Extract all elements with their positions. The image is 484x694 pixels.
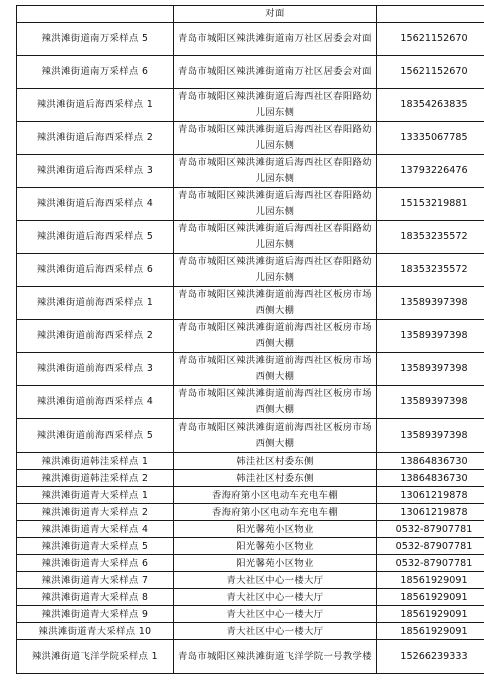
cell-name: 辣洪滩街道后海西采样点 2 — [17, 122, 174, 155]
table-row — [17, 188, 484, 221]
cell-phone: 18353235572 — [377, 254, 484, 287]
table-row — [17, 254, 484, 287]
table-row — [17, 623, 484, 640]
table-row — [17, 155, 484, 188]
table-row — [17, 6, 484, 23]
cell-name: 辣洪滩街道后海西采样点 1 — [17, 89, 174, 122]
cell-name: 辣洪滩街道前海西采样点 2 — [17, 320, 174, 353]
cell-name: 辣洪滩街道后海西采样点 3 — [17, 155, 174, 188]
table-row — [17, 23, 484, 56]
cell-name: 辣洪滩街道飞洋学院采样点 1 — [17, 640, 174, 674]
cell-name: 辣洪滩街道前海西采样点 3 — [17, 353, 174, 386]
cell-phone: 13589397398 — [377, 320, 484, 353]
table-row — [17, 419, 484, 453]
table-row — [17, 572, 484, 589]
cell-name: 辣洪滩街道青大采样点 1 — [17, 487, 174, 504]
table-row — [17, 353, 484, 386]
table-row — [17, 470, 484, 487]
cell-address: 青岛市城阳区辣洪滩街道后海西社区春阳路幼儿园东侧 — [174, 155, 377, 188]
cell-phone: 13589397398 — [377, 386, 484, 419]
cell-phone: 13793226476 — [377, 155, 484, 188]
cell-name: 辣洪滩街道青大采样点 10 — [17, 623, 174, 640]
table-row — [17, 538, 484, 555]
table-row — [17, 386, 484, 419]
cell-name: 辣洪滩街道前海西采样点 1 — [17, 287, 174, 320]
table-row — [17, 287, 484, 320]
cell-name — [17, 6, 174, 23]
cell-address: 青大社区中心一楼大厅 — [174, 589, 377, 606]
table-row — [17, 504, 484, 521]
cell-address: 青岛市城阳区辣洪滩街道后海西社区春阳路幼儿园东侧 — [174, 254, 377, 287]
cell-name: 辣洪滩街道青大采样点 2 — [17, 504, 174, 521]
cell-address: 青岛市城阳区辣洪滩街道后海西社区春阳路幼儿园东侧 — [174, 188, 377, 221]
cell-phone: 13864836730 — [377, 453, 484, 470]
cell-phone: 0532-87907781 — [377, 521, 484, 538]
cell-phone — [377, 6, 484, 23]
cell-address: 阳光馨苑小区物业 — [174, 555, 377, 572]
cell-address: 香海府第小区电动车充电车棚 — [174, 487, 377, 504]
cell-phone: 13061219878 — [377, 504, 484, 521]
table-row — [17, 89, 484, 122]
cell-phone: 18561929091 — [377, 606, 484, 623]
cell-address: 阳光馨苑小区物业 — [174, 538, 377, 555]
cell-phone: 13061219878 — [377, 487, 484, 504]
cell-name: 辣洪滩街道前海西采样点 4 — [17, 386, 174, 419]
sampling-points-table — [16, 5, 484, 674]
cell-phone: 18354263835 — [377, 89, 484, 122]
cell-address: 对面 — [174, 6, 377, 23]
table-row — [17, 487, 484, 504]
cell-address: 阳光馨苑小区物业 — [174, 521, 377, 538]
cell-name: 辣洪滩街道青大采样点 5 — [17, 538, 174, 555]
cell-phone: 13335067785 — [377, 122, 484, 155]
cell-address: 青岛市城阳区辣洪滩街道南万社区居委会对面 — [174, 56, 377, 89]
cell-address: 青岛市城阳区辣洪滩街道后海西社区春阳路幼儿园东侧 — [174, 122, 377, 155]
table-row — [17, 122, 484, 155]
table-row — [17, 320, 484, 353]
cell-phone: 15266239333 — [377, 640, 484, 674]
cell-name: 辣洪滩街道青大采样点 6 — [17, 555, 174, 572]
cell-name: 辣洪滩街道韩洼采样点 1 — [17, 453, 174, 470]
cell-address: 韩洼社区村委东侧 — [174, 470, 377, 487]
table-body — [17, 6, 484, 674]
cell-address: 青岛市城阳区辣洪滩街道前海西社区板房市场西侧大棚 — [174, 386, 377, 419]
table-row — [17, 56, 484, 89]
cell-address: 青岛市城阳区辣洪滩街道飞洋学院一号教学楼 — [174, 640, 377, 674]
cell-address: 青岛市城阳区辣洪滩街道前海西社区板房市场西侧大棚 — [174, 320, 377, 353]
cell-address: 青岛市城阳区辣洪滩街道前海西社区板房市场西侧大棚 — [174, 353, 377, 386]
cell-phone: 15621152670 — [377, 23, 484, 56]
cell-address: 青大社区中心一楼大厅 — [174, 623, 377, 640]
cell-address: 青岛市城阳区辣洪滩街道后海西社区春阳路幼儿园东侧 — [174, 89, 377, 122]
cell-name: 辣洪滩街道青大采样点 4 — [17, 521, 174, 538]
cell-name: 辣洪滩街道前海西采样点 5 — [17, 419, 174, 453]
cell-name: 辣洪滩街道后海西采样点 5 — [17, 221, 174, 254]
table-row — [17, 606, 484, 623]
table-row — [17, 521, 484, 538]
cell-address: 香海府第小区电动车充电车棚 — [174, 504, 377, 521]
table-row — [17, 453, 484, 470]
cell-phone: 13589397398 — [377, 353, 484, 386]
cell-address: 青大社区中心一楼大厅 — [174, 572, 377, 589]
cell-phone: 18353235572 — [377, 221, 484, 254]
cell-name: 辣洪滩街道青大采样点 9 — [17, 606, 174, 623]
cell-name: 辣洪滩街道后海西采样点 6 — [17, 254, 174, 287]
cell-phone: 13589397398 — [377, 287, 484, 320]
cell-name: 辣洪滩街道南万采样点 6 — [17, 56, 174, 89]
table-row — [17, 640, 484, 674]
cell-phone: 18561929091 — [377, 623, 484, 640]
cell-address: 青大社区中心一楼大厅 — [174, 606, 377, 623]
cell-address: 青岛市城阳区辣洪滩街道前海西社区板房市场西侧大棚 — [174, 287, 377, 320]
cell-name: 辣洪滩街道韩洼采样点 2 — [17, 470, 174, 487]
cell-phone: 18561929091 — [377, 589, 484, 606]
cell-phone: 15621152670 — [377, 56, 484, 89]
cell-phone: 0532-87907781 — [377, 555, 484, 572]
cell-phone: 13589397398 — [377, 419, 484, 453]
cell-address: 青岛市城阳区辣洪滩街道后海西社区春阳路幼儿园东侧 — [174, 221, 377, 254]
cell-phone: 18561929091 — [377, 572, 484, 589]
cell-name: 辣洪滩街道青大采样点 7 — [17, 572, 174, 589]
cell-name: 辣洪滩街道南万采样点 5 — [17, 23, 174, 56]
table-row — [17, 589, 484, 606]
table-row — [17, 221, 484, 254]
cell-address: 青岛市城阳区辣洪滩街道前海西社区板房市场西侧大棚 — [174, 419, 377, 453]
cell-phone: 0532-87907781 — [377, 538, 484, 555]
cell-address: 韩洼社区村委东侧 — [174, 453, 377, 470]
cell-phone: 15153219881 — [377, 188, 484, 221]
cell-name: 辣洪滩街道青大采样点 8 — [17, 589, 174, 606]
cell-phone: 13864836730 — [377, 470, 484, 487]
table-row — [17, 555, 484, 572]
cell-address: 青岛市城阳区辣洪滩街道南万社区居委会对面 — [174, 23, 377, 56]
cell-name: 辣洪滩街道后海西采样点 4 — [17, 188, 174, 221]
